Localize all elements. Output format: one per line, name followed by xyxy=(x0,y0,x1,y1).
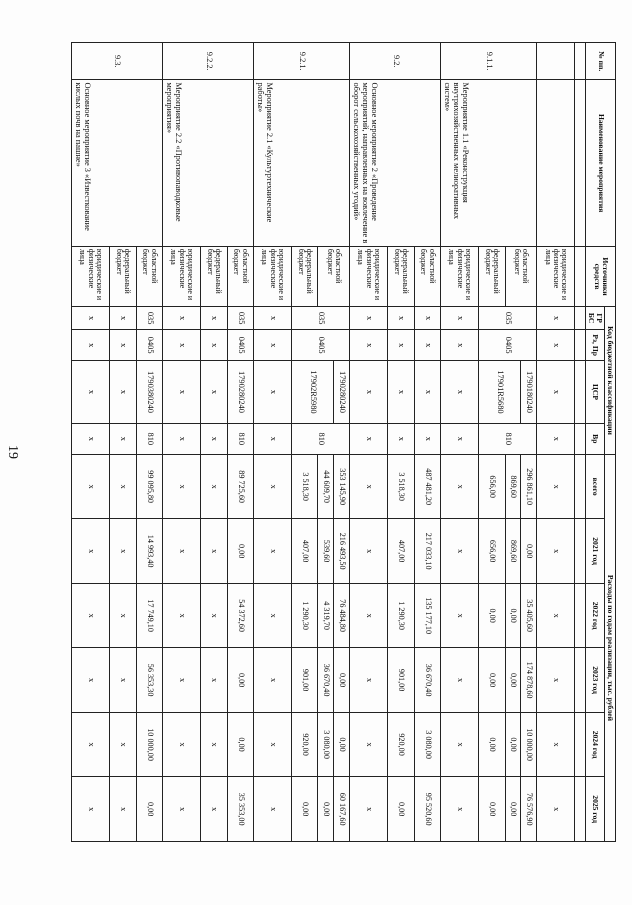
cell-2022: 4 319,70 xyxy=(318,583,334,647)
cell-name: Основное мероприятие 2 «Проведение мероприятий, направленных на вовлечение в оборот сельскохозяйственных угодий» xyxy=(350,80,441,246)
cell-rzpr: х xyxy=(163,330,201,361)
spacer-row xyxy=(575,43,586,842)
cell-csr: х xyxy=(110,361,137,423)
cell-2022: х xyxy=(350,583,388,647)
cell-csr: х xyxy=(254,361,292,423)
cell-2021: 407,00 xyxy=(291,519,318,583)
cell-vr: х xyxy=(537,423,575,454)
cell-vr: х xyxy=(163,423,201,454)
cell-total: 487 481,20 xyxy=(414,454,441,518)
cell-2021: 407,00 xyxy=(388,519,415,583)
cell-2022: х xyxy=(537,583,575,647)
cell-rzpr: х xyxy=(537,330,575,361)
cell-total: 869,60 xyxy=(505,454,521,518)
cell-grbs: 035 xyxy=(227,307,254,330)
cell-csr: х xyxy=(350,361,388,423)
cell-2025: 35 353,00 xyxy=(227,777,254,842)
cell-vr: х xyxy=(200,423,227,454)
cell-2024: х xyxy=(72,712,110,776)
cell-2025: х xyxy=(163,777,201,842)
table-row xyxy=(334,43,350,842)
cell-csr: х xyxy=(537,361,575,423)
cell-2024: х xyxy=(110,712,137,776)
cell-2024: 10 000,00 xyxy=(136,712,163,776)
cell-rzpr: х xyxy=(110,330,137,361)
cell-2022: х xyxy=(72,583,110,647)
cell-source: федеральный бюджет xyxy=(388,246,415,306)
cell-2024: х xyxy=(163,712,201,776)
cell-2024: 0,00 xyxy=(505,712,521,776)
cell-total: х xyxy=(350,454,388,518)
cell-csr: х xyxy=(200,361,227,423)
cell-2021: 0,00 xyxy=(521,519,537,583)
cell-total: 296 861,10 xyxy=(521,454,537,518)
cell-2021: 539,60 xyxy=(318,519,334,583)
cell-vr: х xyxy=(414,423,441,454)
cell-vr: х xyxy=(254,423,292,454)
header-budget-code: Код бюджетной классификации xyxy=(605,307,616,455)
page-number: 19 xyxy=(5,445,20,459)
cell-source: юридические и физические лица xyxy=(72,246,110,306)
cell-2025: х xyxy=(110,777,137,842)
cell-2022: х xyxy=(163,583,201,647)
cell-2025: х xyxy=(254,777,292,842)
cell-rzpr: 0405 xyxy=(291,330,349,361)
header-2025: 2025 год xyxy=(586,777,605,842)
cell-total: х xyxy=(110,454,137,518)
cell-grbs: х xyxy=(200,307,227,330)
cell-source: областной бюджет xyxy=(318,246,350,306)
cell-2021: 656,00 xyxy=(478,519,505,583)
cell-rzpr: х xyxy=(441,330,479,361)
cell-grbs: х xyxy=(388,307,415,330)
cell-2021: 217 033,10 xyxy=(414,519,441,583)
cell-2023: 174 878,60 xyxy=(521,648,537,712)
cell-rzpr: х xyxy=(414,330,441,361)
cell-2022: х xyxy=(110,583,137,647)
cell-source: федеральный бюджет xyxy=(291,246,318,306)
header-expenses: Расходы по годам реализации, тыс. рублей xyxy=(605,454,616,841)
cell-source: областной бюджет xyxy=(136,246,163,306)
header-csr: ЦСР xyxy=(586,361,605,423)
cell-grbs: х xyxy=(254,307,292,330)
cell-vr: х xyxy=(350,423,388,454)
cell-2022: 1 290,30 xyxy=(388,583,415,647)
header-2023: 2023 год xyxy=(586,648,605,712)
cell-2023: х xyxy=(254,648,292,712)
cell-rzpr: х xyxy=(388,330,415,361)
cell-rzpr: 0405 xyxy=(136,330,163,361)
cell-csr: 17901R5680 xyxy=(478,361,520,423)
cell-source: федеральный бюджет xyxy=(478,246,505,306)
cell-2025: 95 520,60 xyxy=(414,777,441,842)
cell-csr: 17902R5980 xyxy=(291,361,333,423)
cell-2021: х xyxy=(537,519,575,583)
cell-source: областной бюджет xyxy=(414,246,441,306)
cell-source: областной бюджет xyxy=(227,246,254,306)
cell-2022: 0,00 xyxy=(505,583,521,647)
cell-2021: х xyxy=(200,519,227,583)
cell-name: Мероприятие 1.1 «Реконструкция внутрихозяйственных мелиоративных систем» xyxy=(441,80,537,246)
header-2021: 2021 год xyxy=(586,519,605,583)
cell-vr: х xyxy=(388,423,415,454)
table-row xyxy=(136,43,163,842)
cell-source: федеральный бюджет xyxy=(200,246,227,306)
cell-total: 3 518,30 xyxy=(388,454,415,518)
cell-2024: 3 080,00 xyxy=(318,712,334,776)
rotated-table-frame xyxy=(71,42,616,842)
cell-2025: 0,00 xyxy=(478,777,505,842)
cell-2024: х xyxy=(350,712,388,776)
cell-2023: 0,00 xyxy=(478,648,505,712)
cell-2022: 17 749,10 xyxy=(136,583,163,647)
header-2022: 2022 год xyxy=(586,583,605,647)
cell-2023: х xyxy=(441,648,479,712)
table-row xyxy=(414,43,441,842)
header-vr: Вр xyxy=(586,423,605,454)
cell-2024: 920,00 xyxy=(388,712,415,776)
cell-vr: 810 xyxy=(478,423,536,454)
cell-2022: 35 405,60 xyxy=(521,583,537,647)
cell-2021: х xyxy=(110,519,137,583)
cell-rzpr: 0405 xyxy=(227,330,254,361)
cell-2021: 869,60 xyxy=(505,519,521,583)
cell-source: юридические и физические лица xyxy=(350,246,388,306)
cell-2022: 1 290,30 xyxy=(291,583,318,647)
cell-grbs: х xyxy=(414,307,441,330)
cell-2023: х xyxy=(110,648,137,712)
header-grbs: ГР БС xyxy=(586,307,605,330)
header-total: всего xyxy=(586,454,605,518)
table-body xyxy=(72,43,586,842)
cell-2025: х xyxy=(537,777,575,842)
cell-grbs: х xyxy=(110,307,137,330)
cell-csr: х xyxy=(72,361,110,423)
cell-grbs: 035 xyxy=(136,307,163,330)
cell-csr: 1790280240 xyxy=(227,361,254,423)
cell-2021: х xyxy=(350,519,388,583)
cell-csr: х xyxy=(441,361,479,423)
cell-2021: 216 493,50 xyxy=(334,519,350,583)
cell-source: юридические и физические лица xyxy=(163,246,201,306)
cell-2024: 10 000,00 xyxy=(521,712,537,776)
cell-2022: х xyxy=(200,583,227,647)
cell-2022: х xyxy=(441,583,479,647)
cell-grbs: х xyxy=(163,307,201,330)
cell-2024: х xyxy=(441,712,479,776)
cell-2023: 56 353,30 xyxy=(136,648,163,712)
header-2024: 2024 год xyxy=(586,712,605,776)
cell-vr: 810 xyxy=(227,423,254,454)
cell-2021: 14 993,40 xyxy=(136,519,163,583)
table-header xyxy=(586,43,616,842)
table-row xyxy=(521,43,537,842)
header-source: Источники средств xyxy=(586,246,616,306)
cell-2025: 0,00 xyxy=(318,777,334,842)
cell-2023: 901,00 xyxy=(291,648,318,712)
cell-total: х xyxy=(163,454,201,518)
cell-name: Основное мероприятие 3 «Известкование кислых почв на пашне» xyxy=(72,80,163,246)
cell-name: Мероприятие 2.1 «Культуртехнические работы» xyxy=(254,80,350,246)
cell-source: областной бюджет xyxy=(505,246,537,306)
cell-csr: 1790180240 xyxy=(521,361,537,423)
cell-csr: х xyxy=(163,361,201,423)
cell-vr: 810 xyxy=(291,423,349,454)
cell-csr: х xyxy=(414,361,441,423)
cell-total: 89 725,60 xyxy=(227,454,254,518)
cell-2021: х xyxy=(163,519,201,583)
cell-2023: 0,00 xyxy=(334,648,350,712)
cell-vr: х xyxy=(72,423,110,454)
cell-total: 353 145,90 xyxy=(334,454,350,518)
cell-2022: х xyxy=(254,583,292,647)
cell-total: 99 095,80 xyxy=(136,454,163,518)
cell-vr: х xyxy=(441,423,479,454)
cell-total: 3 518,30 xyxy=(291,454,318,518)
cell-2023: 36 670,40 xyxy=(414,648,441,712)
cell-2021: х xyxy=(254,519,292,583)
cell-2025: х xyxy=(200,777,227,842)
table-row xyxy=(227,43,254,842)
cell-2024: х xyxy=(254,712,292,776)
cell-2023: 901,00 xyxy=(388,648,415,712)
cell-source: юридические и физические лица xyxy=(441,246,479,306)
cell-2024: 0,00 xyxy=(227,712,254,776)
cell-total: х xyxy=(72,454,110,518)
cell-vr: х xyxy=(110,423,137,454)
cell-2025: 0,00 xyxy=(136,777,163,842)
table-row xyxy=(537,43,575,842)
cell-2025: х xyxy=(441,777,479,842)
cell-csr: 1790280240 xyxy=(334,361,350,423)
cell-no: 9.2. xyxy=(350,43,441,80)
cell-source: федеральный бюджет xyxy=(110,246,137,306)
cell-2024: 0,00 xyxy=(478,712,505,776)
cell-2024: 920,00 xyxy=(291,712,318,776)
cell-rzpr: 0405 xyxy=(478,330,536,361)
cell-no: 9.1.1. xyxy=(441,43,537,80)
expenses-table xyxy=(71,42,616,842)
cell-no: 9.2.1. xyxy=(254,43,350,80)
header-no: № пп. xyxy=(586,43,616,80)
cell-2023: х xyxy=(72,648,110,712)
cell-grbs: х xyxy=(537,307,575,330)
cell-2023: х xyxy=(537,648,575,712)
header-name: Наименование мероприятия xyxy=(586,80,616,246)
cell-2025: 76 576,90 xyxy=(521,777,537,842)
cell-total: х xyxy=(254,454,292,518)
cell-name: Мероприятие 2.2 «Противопаводковые мероприятия» xyxy=(163,80,254,246)
cell-total: х xyxy=(537,454,575,518)
cell-total: 44 609,70 xyxy=(318,454,334,518)
cell-2021: х xyxy=(441,519,479,583)
cell-no: 9.3. xyxy=(72,43,163,80)
cell-2025: 0,00 xyxy=(291,777,318,842)
cell-2025: х xyxy=(350,777,388,842)
cell-2023: 36 670,40 xyxy=(318,648,334,712)
cell-2024: х xyxy=(537,712,575,776)
cell-grbs: 035 xyxy=(291,307,349,330)
cell-vr: 810 xyxy=(136,423,163,454)
cell-source: юридические и физические лица xyxy=(254,246,292,306)
cell-2022: 54 372,60 xyxy=(227,583,254,647)
cell-2025: 0,00 xyxy=(505,777,521,842)
cell-total: 656,00 xyxy=(478,454,505,518)
cell-grbs: х xyxy=(350,307,388,330)
cell-csr: х xyxy=(388,361,415,423)
cell-2023: х xyxy=(350,648,388,712)
cell-2025: 0,00 xyxy=(388,777,415,842)
cell-2023: 0,00 xyxy=(227,648,254,712)
cell-2021: 0,00 xyxy=(227,519,254,583)
cell-no: 9.2.2. xyxy=(163,43,254,80)
cell-rzpr: х xyxy=(72,330,110,361)
cell-grbs: х xyxy=(441,307,479,330)
cell-grbs: х xyxy=(72,307,110,330)
cell-rzpr: х xyxy=(200,330,227,361)
cell-2023: 0,00 xyxy=(505,648,521,712)
cell-2024: 3 080,00 xyxy=(414,712,441,776)
cell-grbs: 035 xyxy=(478,307,536,330)
cell-2022: 76 484,80 xyxy=(334,583,350,647)
cell-2021: х xyxy=(72,519,110,583)
cell-2023: х xyxy=(200,648,227,712)
cell-2025: 60 167,60 xyxy=(334,777,350,842)
cell-2024: 0,00 xyxy=(334,712,350,776)
cell-total: х xyxy=(200,454,227,518)
cell-2024: х xyxy=(200,712,227,776)
cell-csr: 1790380240 xyxy=(136,361,163,423)
cell-2022: 135 177,10 xyxy=(414,583,441,647)
cell-source: юридические и физические лица xyxy=(537,246,575,306)
cell-rzpr: х xyxy=(350,330,388,361)
cell-2023: х xyxy=(163,648,201,712)
cell-2022: 0,00 xyxy=(478,583,505,647)
cell-2025: х xyxy=(72,777,110,842)
header-rzpr: Рз, Пр xyxy=(586,330,605,361)
cell-total: х xyxy=(441,454,479,518)
cell-rzpr: х xyxy=(254,330,292,361)
